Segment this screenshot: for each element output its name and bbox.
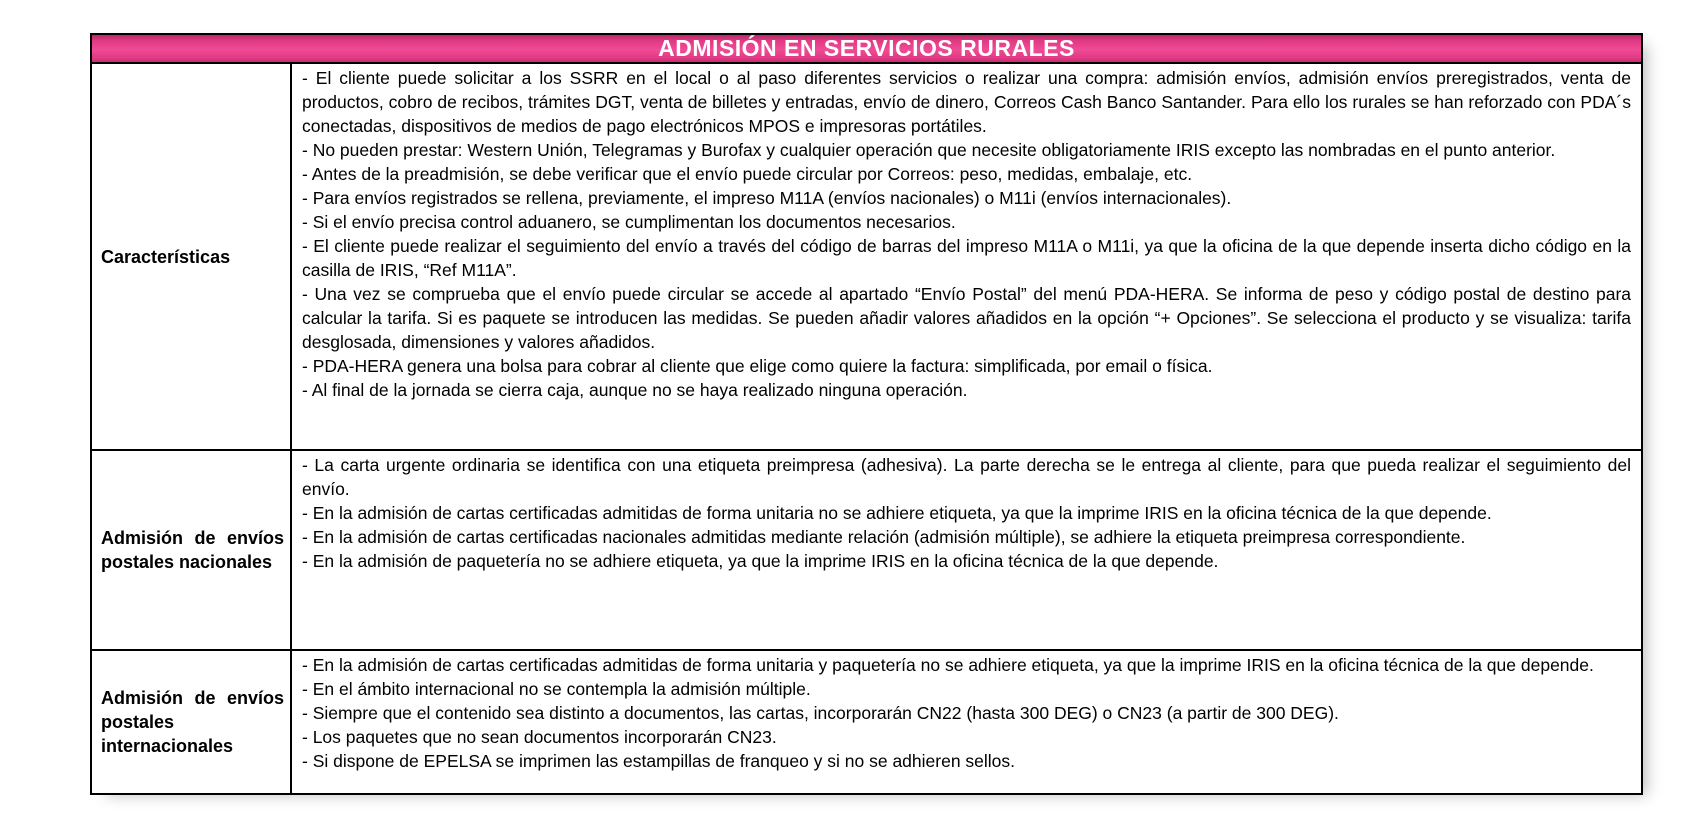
row-label-cell	[92, 451, 292, 649]
row-content-cell	[292, 64, 1641, 449]
bullet-item: - Una vez se comprueba que el envío puede circular se accede al apartado “Envío Postal” del menú PDA-HERA. Se informa de peso y código postal de destino para calcular la tarifa. Si es paquete se introducen las medidas. Se pueden añadir valores añadidos en la opción “+ Opciones”. Se selecciona el producto y se visualiza: tarifa desglosada, dimensiones y valores añadidos.	[302, 284, 1631, 352]
bullet-item: - La carta urgente ordinaria se identifica con una etiqueta preimpresa (adhesiva). La parte derecha se le entrega al cliente, para que pueda realizar el seguimiento del envío.	[302, 455, 1631, 499]
bullet-item: - Los paquetes que no sean documentos incorporarán CN23.	[302, 727, 777, 747]
bullet-item: - No pueden prestar: Western Unión, Telegramas y Burofax y cualquier operación que necesite obligatoriamente IRIS excepto las nombradas en el punto anterior.	[302, 140, 1556, 160]
table-title: ADMISIÓN EN SERVICIOS RURALES	[92, 35, 1641, 64]
row-label: Características	[101, 246, 231, 267]
row-label-cell	[92, 651, 292, 793]
table-row-caracteristicas	[92, 64, 1641, 451]
row-label: Admisión de envíos postales internacionales	[101, 688, 284, 756]
bullet-item: - En la admisión de cartas certificadas admitidas de forma unitaria no se adhiere etiqueta, ya que la imprime IRIS en la oficina técnica de la que depende.	[302, 503, 1492, 523]
table-row-envios-nacionales	[92, 451, 1641, 651]
row-content-cell	[292, 651, 1641, 793]
bullet-item: - En la admisión de cartas certificadas admitidas de forma unitaria y paquetería no se adhiere etiqueta, ya que la imprime IRIS en la oficina técnica de la que depende.	[302, 655, 1594, 675]
row-label-cell	[92, 64, 292, 449]
bullet-item: - Para envíos registrados se rellena, previamente, el impreso M11A (envíos nacionales) o M11i (envíos internacionales).	[302, 188, 1232, 208]
row-label: Admisión de envíos postales nacionales	[101, 528, 284, 572]
bullet-item: - Al final de la jornada se cierra caja, aunque no se haya realizado ninguna operación.	[302, 380, 968, 400]
bullet-item: - En el ámbito internacional no se contempla la admisión múltiple.	[302, 679, 811, 699]
bullet-item: - En la admisión de cartas certificadas nacionales admitidas mediante relación (admisión múltiple), se adhiere la etiqueta preimpresa correspondiente.	[302, 527, 1466, 547]
table-row-envios-internacionales	[92, 651, 1641, 793]
bullet-item: - Si el envío precisa control aduanero, se cumplimentan los documentos necesarios.	[302, 212, 956, 232]
bullet-item: - PDA-HERA genera una bolsa para cobrar al cliente que elige como quiere la factura: simplificada, por email o física.	[302, 356, 1213, 376]
row-content-cell	[292, 451, 1641, 649]
document-table	[90, 33, 1643, 795]
bullet-item: - Si dispone de EPELSA se imprimen las estampillas de franqueo y si no se adhieren sellos.	[302, 751, 1016, 771]
bullet-item: - El cliente puede solicitar a los SSRR en el local o al paso diferentes servicios o realizar una compra: admisión envíos, admisión envíos preregistrados, venta de productos, cobro de recibos, trámites DGT, venta de billetes y entradas, envío de dinero, Correos Cash Banco Santander. Para ello los rurales se han reforzado con PDA´s conectadas, dispositivos de medios de pago electrónicos MPOS e impresoras portátiles.	[302, 68, 1631, 136]
bullet-item: - El cliente puede realizar el seguimiento del envío a través del código de barras del impreso M11A o M11i, ya que la oficina de la que depende inserta dicho código en la casilla de IRIS, “Ref M11A”.	[302, 236, 1631, 280]
bullet-item: - Antes de la preadmisión, se debe verificar que el envío puede circular por Correos: peso, medidas, embalaje, etc.	[302, 164, 1193, 184]
bullet-item: - En la admisión de paquetería no se adhiere etiqueta, ya que la imprime IRIS en la oficina técnica de la que depende.	[302, 551, 1219, 571]
bullet-item: - Siempre que el contenido sea distinto a documentos, las cartas, incorporarán CN22 (hasta 300 DEG) o CN23 (a partir de 300 DEG).	[302, 703, 1339, 723]
